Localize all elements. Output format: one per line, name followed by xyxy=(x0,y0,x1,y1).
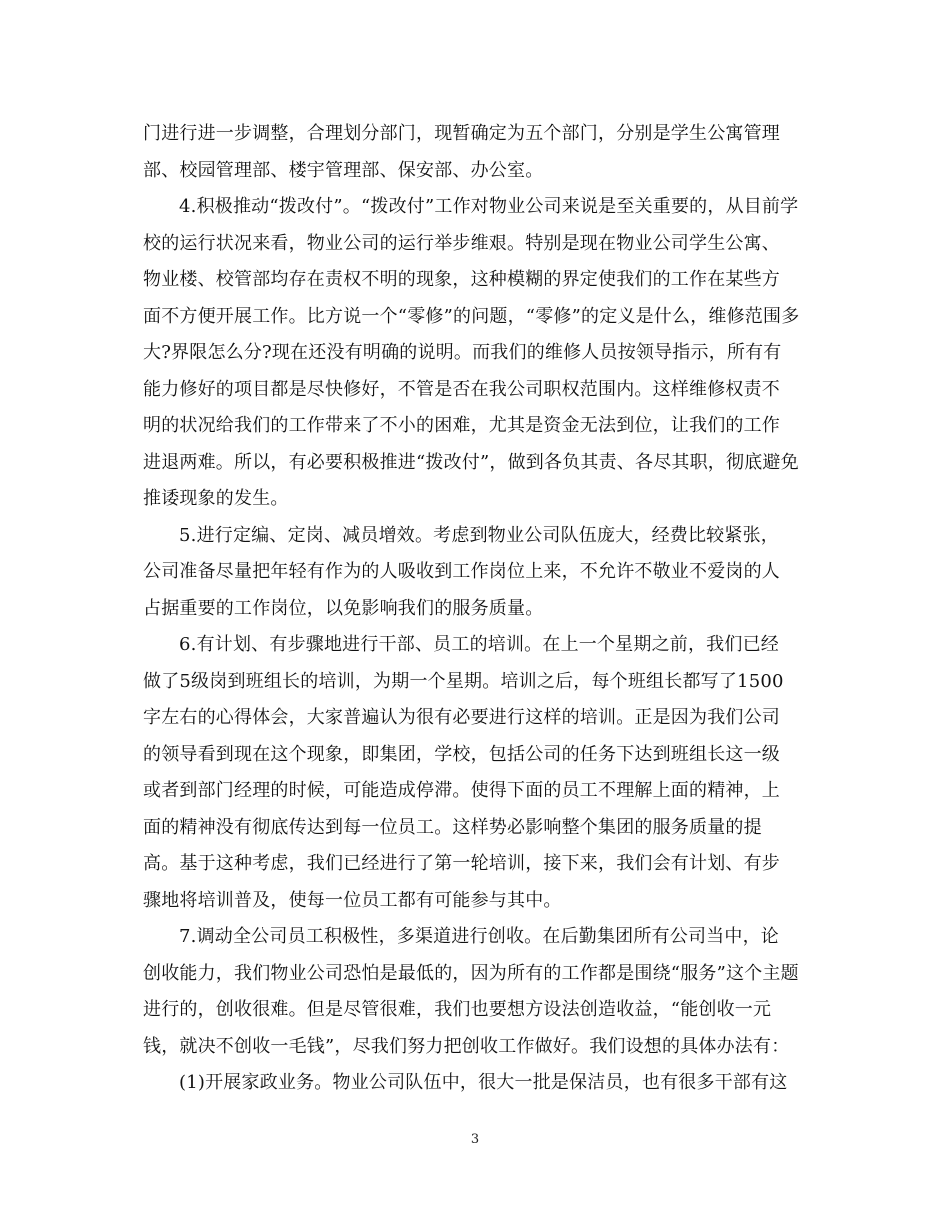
text-line: 4.积极推动“拨改付”。“拨改付”工作对物业公司来说是至关重要的，从目前学 xyxy=(179,196,799,217)
text-line: 高。基于这种考虑，我们已经进行了第一轮培训，接下来，我们会有计划、有步 xyxy=(143,853,780,874)
text-line: 创收能力，我们物业公司恐怕是最低的，因为所有的工作都是围绕“服务”这个主题 xyxy=(143,962,799,984)
text-line: 做了5级岗到班组长的培训，为期一个星期。培训之后，每个班组长都写了1500 xyxy=(143,670,784,692)
text-line: 推诿现象的发生。 xyxy=(143,488,289,509)
text-line: 公司准备尽量把年轻有作为的人吸收到工作岗位上来，不允许不敬业不爱岗的人 xyxy=(143,561,780,582)
text-line: 面的精神没有彻底传达到每一位员工。这样势必影响整个集团的服务质量的提 xyxy=(143,816,762,838)
text-line: 大?界限怎么分?现在还没有明确的说明。而我们的维修人员按领导指示，所有有 xyxy=(143,342,782,363)
text-line: 或者到部门经理的时候，可能造成停滞。使得下面的员工不理解上面的精神，上 xyxy=(143,780,780,801)
text-line: 6.有计划、有步骤地进行干部、员工的培训。在上一个星期之前，我们已经 xyxy=(179,634,779,655)
text-line: 能力修好的项目都是尽快修好，不管是否在我公司职权范围内。这样维修权责不 xyxy=(143,378,780,400)
body-text xyxy=(143,116,809,1102)
text-line: (1)开展家政业务。物业公司队伍中，很大一批是保洁员，也有很多干部有这 xyxy=(179,1072,788,1093)
text-line: 的领导看到现在这个现象，即集团，学校，包括公司的任务下达到班组长这一级 xyxy=(143,743,780,765)
text-line: 面不方便开展工作。比方说一个“零修”的问题，“零修”的定义是什么，维修范围多 xyxy=(143,305,800,327)
text-line: 5.进行定编、定岗、减员增效。考虑到物业公司队伍庞大，经费比较紧张， xyxy=(179,524,779,546)
text-line: 7.调动全公司员工积极性，多渠道进行创收。在后勤集团所有公司当中，论 xyxy=(179,926,779,947)
text-line: 字左右的心得体会，大家普遍认为很有必要进行这样的培训。正是因为我们公司 xyxy=(143,707,780,728)
text-line: 骤地将培训普及，使每一位员工都有可能参与其中。 xyxy=(143,889,562,911)
text-line: 明的状况给我们的工作带来了不小的困难，尤其是资金无法到位，让我们的工作 xyxy=(143,415,780,436)
text-line: 钱，就决不创收一毛钱”，尽我们努力把创收工作做好。我们设想的具体办法有： xyxy=(143,1035,790,1057)
text-line: 部、校园管理部、楼宇管理部、保安部、办公室。 xyxy=(143,159,544,181)
text-line: 门进行进一步调整，合理划分部门，现暂确定为五个部门，分别是学生公寓管理 xyxy=(143,123,780,144)
text-line: 物业楼、校管部均存在责权不明的现象，这种模糊的界定使我们的工作在某些方 xyxy=(143,269,780,290)
text-line: 占据重要的工作岗位，以免影响我们的服务质量。 xyxy=(143,597,544,619)
page-number: 3 xyxy=(470,1132,480,1147)
text-line: 进行的，创收很难。但是尽管很难，我们也要想方设法创造收益，“能创收一元 xyxy=(143,999,772,1020)
text-line: 校的运行状况来看，物业公司的运行举步维艰。特别是现在物业公司学生公寓、 xyxy=(143,232,780,254)
text-line: 进退两难。所以，有必要积极推进“拨改付”，做到各负其责、各尽其职，彻底避免 xyxy=(143,451,799,473)
